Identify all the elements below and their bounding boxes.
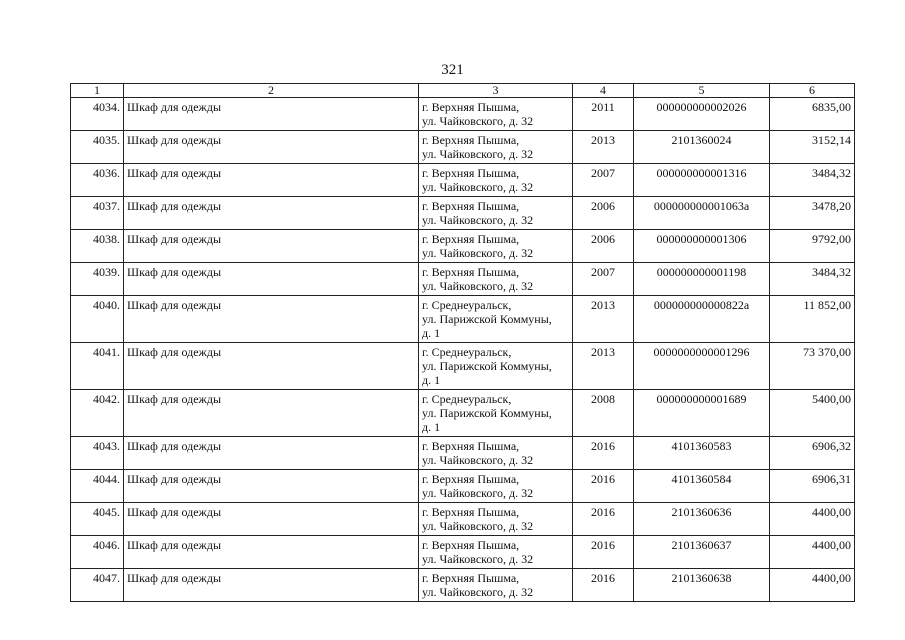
value-cell: 3484,32 bbox=[770, 263, 855, 296]
value-cell: 9792,00 bbox=[770, 230, 855, 263]
address-line: ул. Чайковского, д. 32 bbox=[422, 453, 534, 467]
address-cell bbox=[419, 569, 573, 602]
item-number-cell: 4035. bbox=[71, 131, 124, 164]
address-cell bbox=[419, 98, 573, 131]
table-row bbox=[71, 230, 855, 263]
item-number-cell: 4036. bbox=[71, 164, 124, 197]
year-cell: 2016 bbox=[573, 536, 634, 569]
value-cell: 3484,32 bbox=[770, 164, 855, 197]
address-line: ул. Чайковского, д. 32 bbox=[422, 213, 534, 227]
table-row bbox=[71, 536, 855, 569]
table-row bbox=[71, 470, 855, 503]
address-line: д. 1 bbox=[422, 373, 441, 387]
address-line: г. Верхняя Пышма, bbox=[422, 538, 520, 552]
value-cell: 3478,20 bbox=[770, 197, 855, 230]
item-name-cell: Шкаф для одежды bbox=[124, 569, 419, 602]
inventory-number-cell: 0000000000001296 bbox=[634, 343, 770, 390]
inventory-number-cell: 000000000001198 bbox=[634, 263, 770, 296]
address-line: г. Среднеуральск, bbox=[422, 345, 512, 359]
year-cell: 2007 bbox=[573, 263, 634, 296]
inventory-number-cell: 2101360636 bbox=[634, 503, 770, 536]
item-number-cell: 4046. bbox=[71, 536, 124, 569]
table-row bbox=[71, 131, 855, 164]
column-header: 2 bbox=[124, 84, 419, 98]
item-name-cell: Шкаф для одежды bbox=[124, 131, 419, 164]
address-line: д. 1 bbox=[422, 420, 441, 434]
item-name-cell: Шкаф для одежды bbox=[124, 230, 419, 263]
address-line: г. Верхняя Пышма, bbox=[422, 439, 520, 453]
item-number-cell: 4037. bbox=[71, 197, 124, 230]
inventory-table bbox=[70, 83, 855, 602]
item-number-cell: 4045. bbox=[71, 503, 124, 536]
address-line: г. Верхняя Пышма, bbox=[422, 199, 520, 213]
year-cell: 2016 bbox=[573, 470, 634, 503]
address-cell bbox=[419, 197, 573, 230]
item-name-cell: Шкаф для одежды bbox=[124, 503, 419, 536]
address-cell bbox=[419, 230, 573, 263]
table-row bbox=[71, 296, 855, 343]
item-name-cell: Шкаф для одежды bbox=[124, 343, 419, 390]
column-header: 4 bbox=[573, 84, 634, 98]
item-number-cell: 4038. bbox=[71, 230, 124, 263]
inventory-number-cell: 4101360584 bbox=[634, 470, 770, 503]
year-cell: 2016 bbox=[573, 437, 634, 470]
table-row bbox=[71, 164, 855, 197]
address-line: ул. Чайковского, д. 32 bbox=[422, 552, 534, 566]
item-number-cell: 4041. bbox=[71, 343, 124, 390]
inventory-number-cell: 2101360024 bbox=[634, 131, 770, 164]
inventory-number-cell: 000000000001306 bbox=[634, 230, 770, 263]
address-cell bbox=[419, 503, 573, 536]
address-cell bbox=[419, 164, 573, 197]
inventory-number-cell: 000000000001063а bbox=[634, 197, 770, 230]
inventory-number-cell: 2101360638 bbox=[634, 569, 770, 602]
table-row bbox=[71, 98, 855, 131]
address-line: г. Верхняя Пышма, bbox=[422, 100, 520, 114]
address-line: г. Среднеуральск, bbox=[422, 392, 512, 406]
address-line: ул. Чайковского, д. 32 bbox=[422, 114, 534, 128]
item-name-cell: Шкаф для одежды bbox=[124, 296, 419, 343]
year-cell: 2013 bbox=[573, 131, 634, 164]
item-name-cell: Шкаф для одежды bbox=[124, 470, 419, 503]
address-line: ул. Чайковского, д. 32 bbox=[422, 279, 534, 293]
item-name-cell: Шкаф для одежды bbox=[124, 164, 419, 197]
page-number: 321 bbox=[441, 62, 464, 78]
inventory-number-cell: 000000000002026 bbox=[634, 98, 770, 131]
column-header: 5 bbox=[634, 84, 770, 98]
address-line: ул. Чайковского, д. 32 bbox=[422, 486, 534, 500]
address-line: г. Верхняя Пышма, bbox=[422, 472, 520, 486]
item-number-cell: 4034. bbox=[71, 98, 124, 131]
address-cell bbox=[419, 437, 573, 470]
year-cell: 2008 bbox=[573, 390, 634, 437]
year-cell: 2013 bbox=[573, 343, 634, 390]
address-line: ул. Парижской Коммуны, bbox=[422, 406, 552, 420]
value-cell: 4400,00 bbox=[770, 503, 855, 536]
inventory-number-cell: 2101360637 bbox=[634, 536, 770, 569]
item-number-cell: 4044. bbox=[71, 470, 124, 503]
value-cell: 11 852,00 bbox=[770, 296, 855, 343]
value-cell: 3152,14 bbox=[770, 131, 855, 164]
address-line: ул. Чайковского, д. 32 bbox=[422, 180, 534, 194]
address-line: ул. Парижской Коммуны, bbox=[422, 359, 552, 373]
year-cell: 2013 bbox=[573, 296, 634, 343]
year-cell: 2011 bbox=[573, 98, 634, 131]
inventory-number-cell: 000000000001316 bbox=[634, 164, 770, 197]
address-line: ул. Чайковского, д. 32 bbox=[422, 519, 534, 533]
item-number-cell: 4042. bbox=[71, 390, 124, 437]
address-line: г. Верхняя Пышма, bbox=[422, 166, 520, 180]
address-line: г. Верхняя Пышма, bbox=[422, 265, 520, 279]
table-row bbox=[71, 343, 855, 390]
inventory-number-cell: 000000000001689 bbox=[634, 390, 770, 437]
column-header: 3 bbox=[419, 84, 573, 98]
column-header: 1 bbox=[71, 84, 124, 98]
table-row bbox=[71, 390, 855, 437]
address-cell bbox=[419, 536, 573, 569]
inventory-number-cell: 4101360583 bbox=[634, 437, 770, 470]
item-name-cell: Шкаф для одежды bbox=[124, 263, 419, 296]
item-number-cell: 4047. bbox=[71, 569, 124, 602]
address-cell bbox=[419, 131, 573, 164]
table-row bbox=[71, 263, 855, 296]
address-line: г. Верхняя Пышма, bbox=[422, 133, 520, 147]
value-cell: 4400,00 bbox=[770, 536, 855, 569]
address-line: г. Верхняя Пышма, bbox=[422, 232, 520, 246]
item-name-cell: Шкаф для одежды bbox=[124, 536, 419, 569]
item-name-cell: Шкаф для одежды bbox=[124, 390, 419, 437]
value-cell: 6835,00 bbox=[770, 98, 855, 131]
year-cell: 2016 bbox=[573, 569, 634, 602]
item-number-cell: 4043. bbox=[71, 437, 124, 470]
address-cell bbox=[419, 390, 573, 437]
item-name-cell: Шкаф для одежды bbox=[124, 197, 419, 230]
column-header-row bbox=[71, 84, 855, 98]
item-number-cell: 4039. bbox=[71, 263, 124, 296]
year-cell: 2006 bbox=[573, 197, 634, 230]
item-name-cell: Шкаф для одежды bbox=[124, 437, 419, 470]
address-line: д. 1 bbox=[422, 326, 441, 340]
address-line: г. Среднеуральск, bbox=[422, 298, 512, 312]
value-cell: 73 370,00 bbox=[770, 343, 855, 390]
value-cell: 4400,00 bbox=[770, 569, 855, 602]
year-cell: 2007 bbox=[573, 164, 634, 197]
value-cell: 6906,32 bbox=[770, 437, 855, 470]
address-line: ул. Чайковского, д. 32 bbox=[422, 246, 534, 260]
address-cell bbox=[419, 263, 573, 296]
table-row bbox=[71, 437, 855, 470]
value-cell: 6906,31 bbox=[770, 470, 855, 503]
table-body bbox=[71, 84, 855, 602]
item-name-cell: Шкаф для одежды bbox=[124, 98, 419, 131]
address-line: ул. Чайковского, д. 32 bbox=[422, 147, 534, 161]
item-number-cell: 4040. bbox=[71, 296, 124, 343]
address-line: ул. Парижской Коммуны, bbox=[422, 312, 552, 326]
table-row bbox=[71, 503, 855, 536]
table-row bbox=[71, 569, 855, 602]
table-row bbox=[71, 197, 855, 230]
address-line: ул. Чайковского, д. 32 bbox=[422, 585, 534, 599]
inventory-number-cell: 000000000000822а bbox=[634, 296, 770, 343]
column-header: 6 bbox=[770, 84, 855, 98]
address-cell bbox=[419, 296, 573, 343]
value-cell: 5400,00 bbox=[770, 390, 855, 437]
address-line: г. Верхняя Пышма, bbox=[422, 571, 520, 585]
year-cell: 2006 bbox=[573, 230, 634, 263]
year-cell: 2016 bbox=[573, 503, 634, 536]
address-cell bbox=[419, 470, 573, 503]
address-cell bbox=[419, 343, 573, 390]
address-line: г. Верхняя Пышма, bbox=[422, 505, 520, 519]
